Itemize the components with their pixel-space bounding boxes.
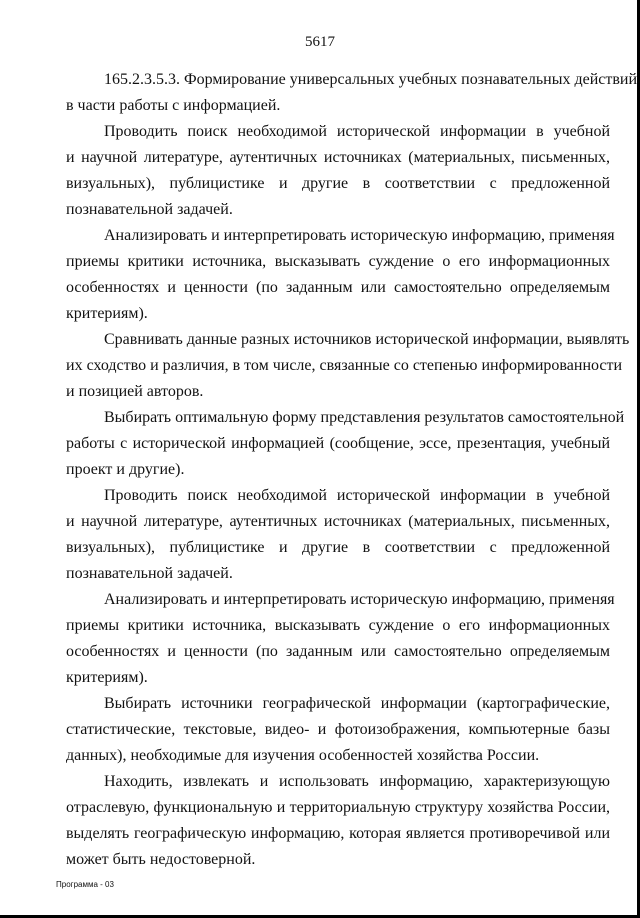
text-line: Сравнивать данные разных источников исторической информации, выявлять: [104, 331, 630, 348]
text-line: Выбирать оптимальную форму представления результатов самостоятельной: [104, 409, 625, 426]
text-line: в части работы с информацией.: [66, 97, 281, 114]
paragraph: [66, 223, 615, 327]
text-line: проект и другие).: [66, 461, 185, 478]
paragraph: [66, 119, 610, 223]
paragraph: [66, 67, 638, 119]
text-line: и позицией авторов.: [66, 383, 204, 400]
paragraph: [66, 405, 625, 483]
paragraph: [66, 327, 630, 405]
text-line: критериям).: [66, 669, 148, 686]
text-line: 165.2.3.5.3. Формирование универсальных учебных познавательных действий: [104, 71, 638, 88]
text-line: визуальных), публицистике и другие в соответствии с предложенной: [66, 175, 610, 192]
text-line: и научной литературе, аутентичных источниках (материальных, письменных,: [66, 513, 610, 530]
text-line: статистические, текстовые, видео- и фотоизображения, компьютерные базы: [66, 721, 610, 738]
document-body: [66, 67, 638, 873]
text-line: их сходство и различия, в том числе, связанные со степенью информированности: [66, 357, 623, 374]
paragraph: [66, 769, 610, 873]
text-line: выделять географическую информацию, которая является противоречивой или: [66, 825, 610, 842]
text-line: Анализировать и интерпретировать историческую информацию, применяя: [104, 227, 615, 244]
text-line: особенностях и ценности (по заданным или самостоятельно определяемым: [66, 643, 610, 660]
text-line: приемы критики источника, высказывать суждение о его информационных: [66, 617, 610, 634]
text-line: Проводить поиск необходимой исторической информации в учебной: [104, 487, 610, 504]
text-line: может быть недостоверной.: [66, 851, 256, 868]
text-line: данных), необходимые для изучения особенностей хозяйства России.: [66, 747, 540, 764]
text-line: отраслевую, функциональную и территориальную структуру хозяйства России,: [66, 799, 610, 816]
paragraph: [66, 691, 610, 769]
text-line: визуальных), публицистике и другие в соответствии с предложенной: [66, 539, 610, 556]
paragraph: [66, 483, 610, 587]
text-line: познавательной задачей.: [66, 201, 233, 218]
text-line: критериям).: [66, 305, 148, 322]
text-line: Находить, извлекать и использовать информацию, характеризующую: [104, 773, 610, 790]
text-line: особенностях и ценности (по заданным или самостоятельно определяемым: [66, 279, 610, 296]
text-line: работы с исторической информацией (сообщение, эссе, презентация, учебный: [66, 435, 610, 452]
text-line: познавательной задачей.: [66, 565, 233, 582]
text-line: Выбирать источники географической информации (картографические,: [104, 695, 610, 712]
text-line: Анализировать и интерпретировать историческую информацию, применяя: [104, 591, 615, 608]
footer-label: Программа - 03: [56, 880, 114, 889]
paragraph: [66, 587, 615, 691]
text-line: Проводить поиск необходимой исторической информации в учебной: [104, 123, 610, 140]
text-line: и научной литературе, аутентичных источниках (материальных, письменных,: [66, 149, 610, 166]
text-line: приемы критики источника, высказывать суждение о его информационных: [66, 253, 610, 270]
page-number: 5617: [305, 34, 335, 50]
